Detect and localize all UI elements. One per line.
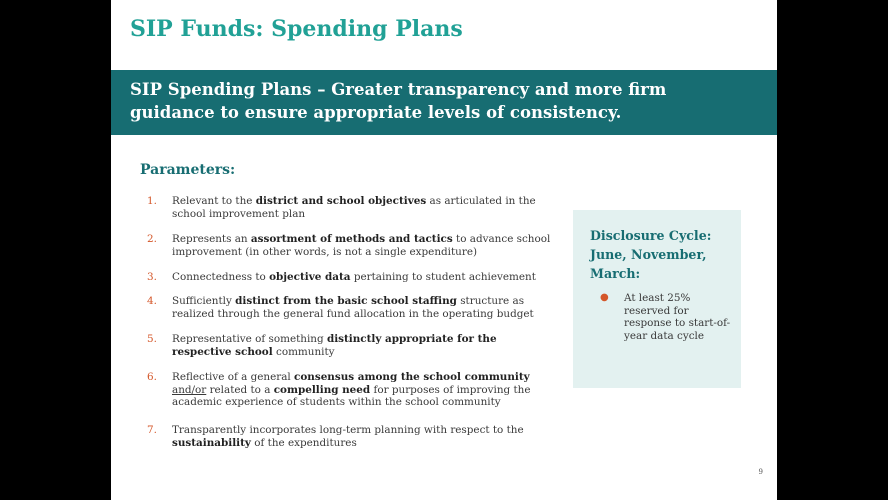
banner-line-2: guidance to ensure appropriate levels of consistency. [130, 103, 622, 122]
parameter-segment: Relevant to the [172, 195, 256, 207]
parameter-emphasis: consensus among the school community [294, 371, 530, 383]
slide [111, 0, 777, 500]
disclosure-bullet [590, 292, 731, 342]
parameter-number: 4. [147, 295, 157, 307]
parameter-segment: Representative of something [172, 333, 327, 345]
slide-title: SIP Funds: Spending Plans [130, 16, 463, 42]
parameter-emphasis: objective data [269, 271, 351, 283]
parameter-segment: Represents an [172, 233, 251, 245]
banner [111, 70, 777, 135]
page-number: 9 [758, 468, 763, 476]
parameter-segment: to advance school improvement (in other words, is not a single expenditure) [172, 233, 551, 258]
parameter-underline: and/or [172, 383, 207, 396]
parameter-number: 7. [147, 424, 157, 436]
parameter-emphasis: assortment of methods and tactics [250, 233, 453, 245]
parameter-segment: related to a [206, 383, 274, 396]
parameter-segment: as articulated in the school improvement plan [172, 195, 536, 220]
disclosure-box [573, 210, 741, 388]
parameter-text [172, 233, 557, 258]
parameter-number: 2. [147, 233, 157, 245]
parameter-emphasis: compelling need [273, 383, 371, 396]
parameter-text [172, 424, 557, 449]
parameter-number: 3. [147, 271, 157, 283]
parameter-segment: structure as realized through the general fund allocation in the operating budget [172, 295, 534, 320]
parameter-number: 6. [147, 371, 157, 383]
bullet-dot-icon: ● [600, 292, 609, 303]
parameter-segment: for purposes of improving the academic experience of students within the school community [172, 383, 531, 408]
parameter-text [172, 371, 557, 409]
parameter-segment: of the expenditures [250, 436, 357, 449]
parameter-segment: Transparently incorporates long-term planning with respect to the [172, 424, 524, 436]
parameter-text [172, 271, 557, 284]
parameters-heading: Parameters: [140, 162, 236, 178]
parameter-text [172, 295, 557, 320]
parameter-number: 5. [147, 333, 157, 345]
banner-line-1: SIP Spending Plans – Greater transparency and more firm [130, 80, 667, 99]
parameter-segment: Reflective of a general [172, 371, 295, 383]
parameter-emphasis: distinct from the basic school staffing [235, 295, 457, 307]
parameter-emphasis: district and school objectives [255, 195, 427, 207]
parameter-number: 1. [147, 195, 157, 207]
parameter-text [172, 333, 557, 358]
parameter-text [172, 195, 557, 220]
parameter-segment: Connectedness to [172, 271, 270, 283]
parameter-segment: community [272, 345, 335, 358]
disclosure-bullet-text: At least 25% reserved for response to start-of-year data cycle [624, 292, 731, 342]
parameter-segment: pertaining to student achievement [350, 271, 536, 283]
parameter-emphasis: sustainability [172, 436, 251, 449]
parameter-segment: Sufficiently [172, 295, 236, 307]
parameter-emphasis: distinctly appropriate for the respective school [172, 333, 497, 358]
disclosure-title: Disclosure Cycle: June, November, March: [590, 228, 712, 281]
